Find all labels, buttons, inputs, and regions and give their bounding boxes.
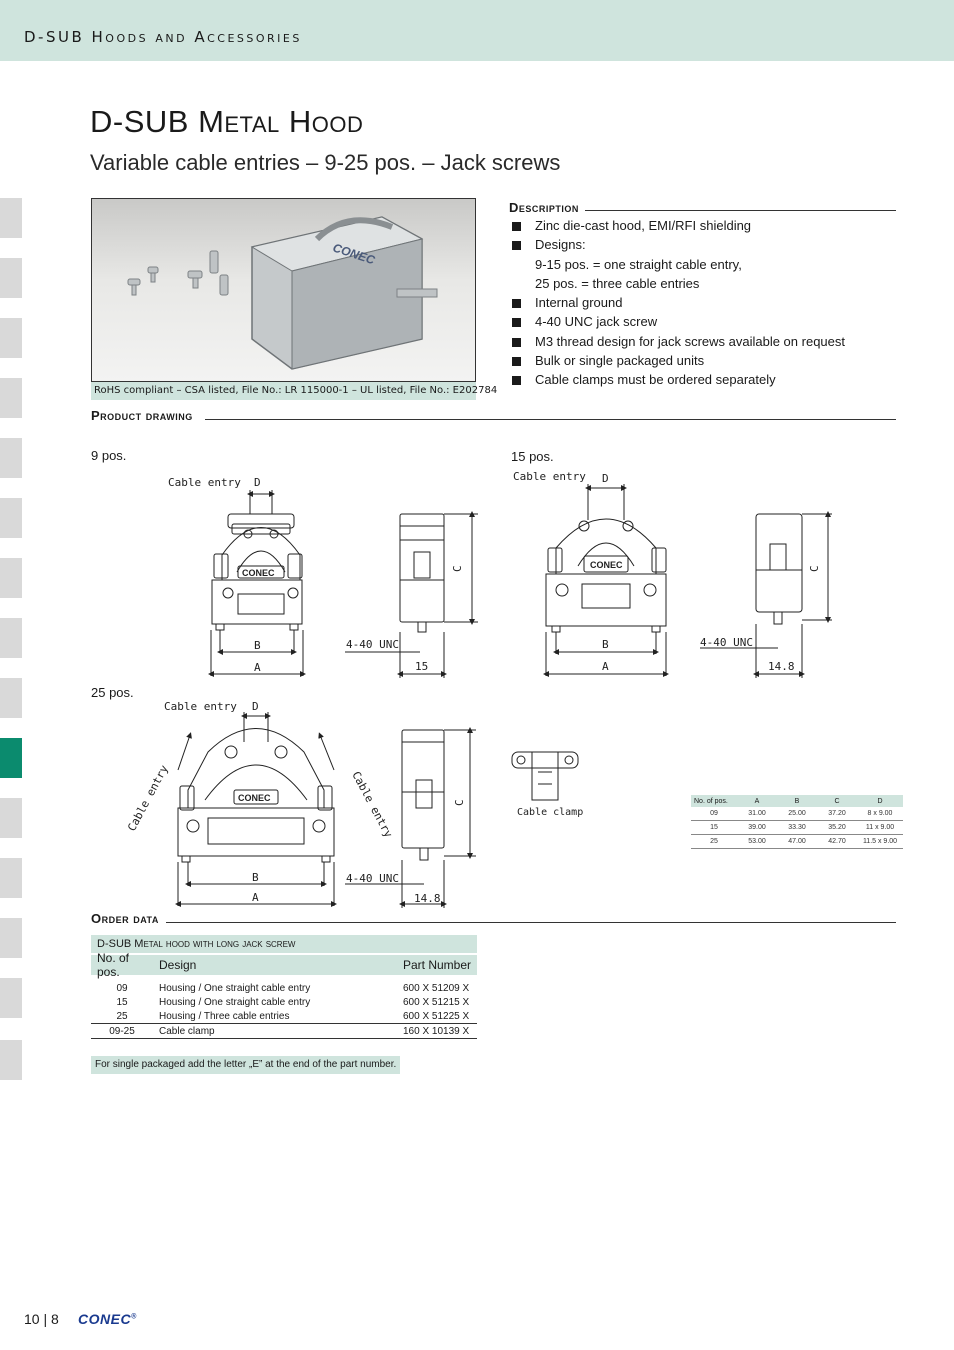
table-header: A <box>737 795 777 807</box>
table-header: D <box>857 795 903 807</box>
dimensions-table <box>691 795 903 849</box>
description-item: Designs: 9-15 pos. = one straight cable entry, 25 pos. = three cable entries <box>512 235 896 293</box>
cable-entry-label: Cable entry <box>164 700 237 713</box>
single-packaged-note: For single packaged add the letter „E” at the end of the part number. <box>91 1056 400 1074</box>
description-item: M3 thread design for jack screws available on request <box>512 332 896 351</box>
drawing-logo: CONEC <box>238 793 271 803</box>
dim-a-label: A <box>602 660 609 673</box>
cable-entry-label: Cable entry <box>125 762 171 834</box>
dim-d-label: D <box>254 476 261 489</box>
brand-logo: CONEC® <box>78 1311 137 1327</box>
table-row: 09 31.00 25.00 37.20 8 x 9.00 <box>691 807 903 821</box>
table-row: 25 53.00 47.00 42.70 11.5 x 9.00 <box>691 835 903 849</box>
description-item: Cable clamps must be ordered separately <box>512 370 896 389</box>
photo-logo: CONEC <box>331 240 377 268</box>
description-heading: Description <box>509 200 579 215</box>
drawing-9-side <box>345 514 478 678</box>
table-header: C <box>817 795 857 807</box>
drawing-logo: CONEC <box>242 568 275 578</box>
dim-b-label: B <box>602 638 609 651</box>
order-table <box>91 935 477 1039</box>
cable-entry-label: Cable entry <box>349 769 396 840</box>
rohs-note: RoHS compliant – CSA listed, File No.: LR 115000-1 – UL listed, File No.: E202784 <box>91 382 476 400</box>
description-item: 4-40 UNC jack screw <box>512 312 896 331</box>
table-row: 15 Housing / One straight cable entry 600 X 51215 X <box>116 996 470 1008</box>
page-number: 10 | 8 <box>24 1311 59 1327</box>
table-row: 25 Housing / Three cable entries 600 X 51225 X <box>91 1009 477 1024</box>
dim-d-label: D <box>252 700 259 713</box>
depth-label: 14.8 <box>414 892 441 905</box>
page-subtitle: Variable cable entries – 9-25 pos. – Jack screws <box>90 150 561 175</box>
order-table-caption: D-SUB Metal hood with long jack screw <box>91 935 477 953</box>
thread-label: 4-40 UNC <box>700 636 753 649</box>
depth-label: 15 <box>415 660 429 673</box>
thread-label: 4-40 UNC <box>346 638 399 651</box>
table-row: 09 Housing / One straight cable entry 600 X 51209 X <box>116 982 470 994</box>
label-9-pos: 9 pos. <box>91 448 127 463</box>
section-title: D-SUB Hoods and Accessories <box>24 28 302 46</box>
depth-label: 14.8 <box>768 660 795 673</box>
cable-entry-label: Cable entry <box>168 476 241 489</box>
cable-clamp-label: Cable clamp <box>517 807 584 818</box>
dim-c-label: C <box>453 799 466 806</box>
dim-d-label: D <box>602 472 609 485</box>
description-item: Internal ground <box>512 293 896 312</box>
drawing-15-side <box>700 514 832 678</box>
description-item: Zinc die-cast hood, EMI/RFI shielding <box>512 216 896 235</box>
thread-label: 4-40 UNC <box>346 872 399 885</box>
dim-c-label: C <box>808 565 821 572</box>
order-data-rule <box>166 922 896 923</box>
table-row: 15 39.00 33.30 35.20 11 x 9.00 <box>691 821 903 835</box>
dim-a-label: A <box>254 661 261 674</box>
table-header: B <box>777 795 817 807</box>
description-item: Bulk or single packaged units <box>512 351 896 370</box>
dim-b-label: B <box>252 871 259 884</box>
order-table-header: No. of pos. Design Part Number <box>91 953 477 975</box>
dim-b-label: B <box>254 639 261 652</box>
product-drawing-heading: Product drawing <box>91 408 193 423</box>
table-header: No. of pos. <box>691 795 737 807</box>
drawing-logo: CONEC <box>590 560 623 570</box>
drawing-cable-clamp <box>512 752 578 800</box>
label-25-pos: 25 pos. <box>91 685 134 700</box>
order-data-heading: Order data <box>91 911 159 926</box>
dim-c-label: C <box>451 565 464 572</box>
dim-a-label: A <box>252 891 259 904</box>
table-row: 09-25 Cable clamp 160 X 10139 X <box>91 1024 477 1039</box>
cable-entry-label: Cable entry <box>513 470 586 483</box>
label-15-pos: 15 pos. <box>511 449 554 464</box>
page-title: D-SUB Metal Hood <box>90 104 364 139</box>
